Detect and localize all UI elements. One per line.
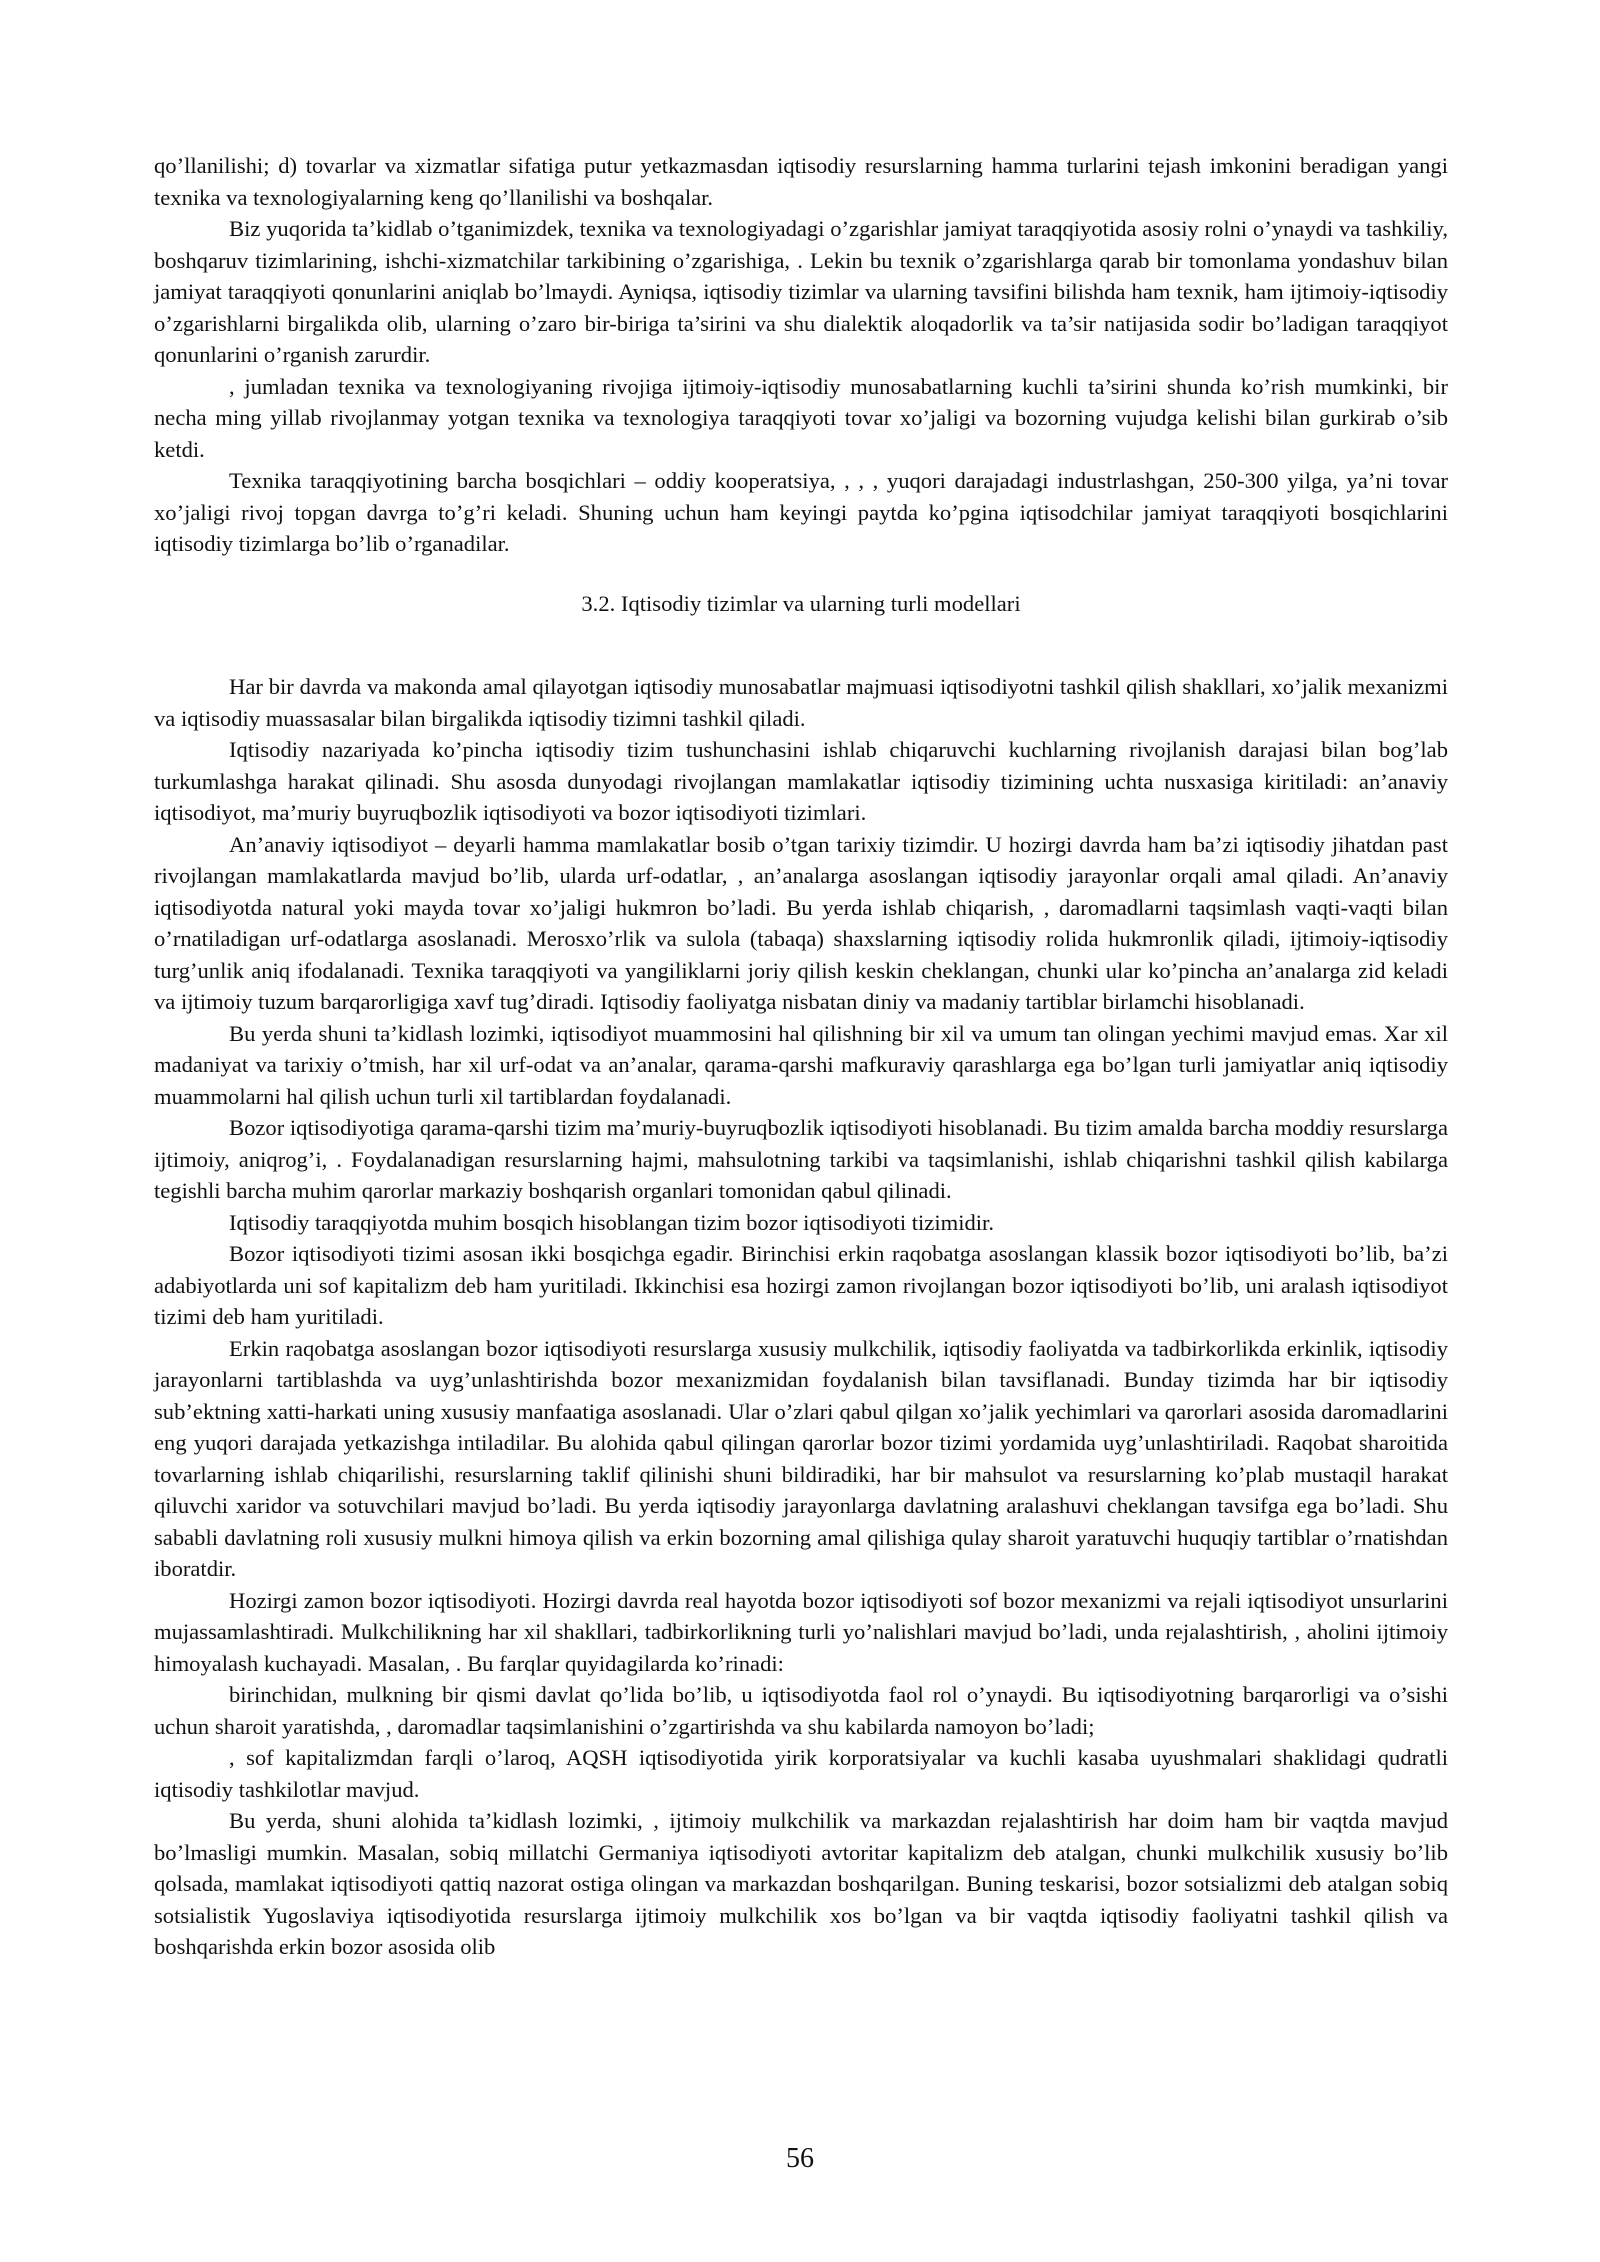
paragraph-14: birinchidan, mulkning bir qismi davlat qo’lida bo’lib, u iqtisodiyotda faol rol o’ynaydi. Bu iqtisodiyotning barqarorligi va o’sishi uchun sharoit yaratishda, , daromadlar taqsimlanishini o’zgartirishda va shu kabilarda namoyon bo’ladi;: [154, 1682, 1448, 1739]
paragraph-15: , sof kapitalizmdan farqli o’laroq, AQSH iqtisodiyotida yirik korporatsiyalar va kuchli kasaba uyushmalari shaklidagi qudratli iqtisodiy tashkilotlar mavjud.: [154, 1745, 1448, 1802]
paragraph-13: Hozirgi zamon bozor iqtisodiyoti. Hozirgi davrda real hayotda bozor iqtisodiyoti sof bozor mexanizmi va rejali iqtisodiyot unsurlarini mujassamlashtiradi. Mulkchilikning har xil shakllari, tadbirkorlikning turli yo’nalishlari mavjud bo’ladi, unda rejalashtirish, , aholini ijtimoiy himoyalash kuchayadi. Masalan, . Bu farqlar quyidagilarda ko’rinadi:: [154, 1587, 1448, 1676]
paragraph-8: Bu yerda shuni ta’kidlash lozimki, iqtisodiyot muammosini hal qilishning bir xil va umum tan olingan yechimi mavjud emas. Xar xil madaniyat va tarixiy o’tmish, har xil urf-odat va an’analar, qarama-qarshi mafkuraviy qarashlarga ega bo’lgan turli jamiyatlar aniq iqtisodiy muammolarni hal qilish uchun turli xil tartiblardan foydalanadi.: [154, 1020, 1448, 1109]
paragraph-7: An’anaviy iqtisodiyot – deyarli hamma mamlakatlar bosib o’tgan tarixiy tizimdir. U hozirgi davrda ham ba’zi iqtisodiy jihatdan past rivojlangan mamlakatlarda mavjud bo’lib, ularda urf-odatlar, , an’analarga asoslangan iqtisodiy jarayonlar orqali amal qiladi. An’anaviy iqtisodiyotda natural yoki mayda tovar xo’jaligi hukmron bo’ladi. Bu yerda ishlab chiqarish, , daromadlarni taqsimlash vaqti-vaqti bilan o’rnatiladigan urf-odatlarga asoslanadi. Merosxo’rlik va sulola (tabaqa) shaxslarning iqtisodiy rolida hukmronlik qiladi, ijtimoiy-iqtisodiy turg’unlik aniq ifodalanadi. Texnika taraqqiyoti va yangiliklarni joriy qilish keskin cheklangan, chunki ular ko’pincha an’analarga zid keladi va ijtimoiy tuzum barqarorligiga xavf tug’diradi. Iqtisodiy faoliyatga nisbatan diniy va madaniy tartiblar birlamchi hisoblanadi.: [154, 831, 1448, 1014]
paragraph-5: Har bir davrda va makonda amal qilayotgan iqtisodiy munosabatlar majmuasi iqtisodiyotni tashkil qilish shakllari, xo’jalik mexanizmi va iqtisodiy muassasalar bilan birgalikda iqtisodiy tizimni tashkil qiladi.: [154, 674, 1448, 731]
paragraph-16: Bu yerda, shuni alohida ta’kidlash lozimki, , ijtimoiy mulkchilik va markazdan rejalashtirish har doim ham bir vaqtda mavjud bo’lmasligi mumkin. Masalan, sobiq millatchi Germaniya iqtisodiyoti avtoritar kapitalizm deb atalgan, chunki mulkchilik xususiy bo’lib qolsada, mamlakat iqtisodiyoti qattiq nazorat ostiga olingan va markazdan boshqarilgan. Buning teskarisi, bozor sotsializmi deb atalgan sobiq sotsialistik Yugoslaviya iqtisodiyotida resurslarga ijtimoiy mulkchilik xos bo’lgan va bir vaqtda iqtisodiy faoliyatni tashkil qilish va boshqarishda erkin bozor asosida olib: [154, 1808, 1448, 1959]
paragraph-12: Erkin raqobatga asoslangan bozor iqtisodiyoti resurslarga xususiy mulkchilik, iqtisodiy faoliyatda va tadbirkorlikda erkinlik, iqtisodiy jarayonlarni tartiblashda va uyg’unlashtirishda bozor mexanizmidan foydalanish bilan tavsiflanadi. Bunday tizimda har bir iqtisodiy sub’ektning xatti-harkati uning xususiy manfaatiga asoslanadi. Ular o’zlari qabul qilgan xo’jalik yechimlari va qarorlari asosida daromadlarini eng yuqori darajada yetkazishga intiladilar. Bu alohida qabul qilingan qarorlar bozor tizimi yordamida uyg’unlashtiriladi. Raqobat sharoitida tovarlarning ishlab chiqarilishi, resurslarning taklif qilinishi shuni bildiradiki, har bir mahsulot va resurslarning ko’plab mustaqil harakat qiluvchi xaridor va sotuvchilari mavjud bo’ladi. Bu yerda iqtisodiy jarayonlarga davlatning aralashuvi cheklangan tavsifga ega bo’ladi. Shu sababli davlatning roli xususiy mulkni himoya qilish va erkin bozorning amal qilishiga qulay sharoit yaratuvchi huquqiy tartiblar o’rnatishdan iboratdir.: [154, 1335, 1448, 1581]
paragraph-3: , jumladan texnika va texnologiyaning rivojiga ijtimoiy-iqtisodiy munosabatlarning kuchli ta’sirini shunda ko’rish mumkinki, bir necha ming yillab rivojlanmay yotgan texnika va texnologiya taraqqiyoti tovar xo’jaligi va bozorning vujudga kelishi bilan gurkirab o’sib ketdi.: [154, 373, 1448, 462]
paragraph-11: Bozor iqtisodiyoti tizimi asosan ikki bosqichga egadir. Birinchisi erkin raqobatga asoslangan klassik bozor iqtisodiyoti bo’lib, ba’zi adabiyotlarda uni sof kapitalizm deb ham yuritiladi. Ikkinchisi esa hozirgi zamon rivojlangan bozor iqtisodiyoti bo’lib, uni aralash iqtisodiyot tizimi deb ham yuritiladi.: [154, 1241, 1448, 1329]
paragraph-4: Texnika taraqqiyotining barcha bosqichlari – oddiy kooperatsiya, , , , yuqori darajadagi industrlashgan, 250-300 yilga, ya’ni tovar xo’jaligi rivoj topgan davrga to’g’ri keladi. Shuning uchun ham keyingi paytda ko’pgina iqtisodchilar jamiyat taraqqiyoti bosqichlarini iqtisodiy tizimlarga bo’lib o’rganadilar.: [154, 468, 1448, 556]
paragraph-6: Iqtisodiy nazariyada ko’pincha iqtisodiy tizim tushunchasini ishlab chiqaruvchi kuchlarning rivojlanish darajasi bilan bog’lab turkumlashga harakat qilinadi. Shu asosda dunyodagi rivojlangan mamlakatlar iqtisodiy tizimining uchta nusxasiga kiritiladi: an’anaviy iqtisodiyot, ma’muriy buyruqbozlik iqtisodiyoti va bozor iqtisodiyoti tizimlari.: [154, 737, 1448, 825]
page-body: [154, 150, 1448, 1963]
section-heading: 3.2. Iqtisodiy tizimlar va ularning turli modellari: [581, 590, 1021, 616]
paragraph-10: Iqtisodiy taraqqiyotda muhim bosqich hisoblangan tizim bozor iqtisodiyoti tizimidir.: [229, 1209, 994, 1235]
paragraph-2: Biz yuqorida ta’kidlab o’tganimizdek, texnika va texnologiyadagi o’zgarishlar jamiyat taraqqiyotida asosiy rolni o’ynaydi va tashkiliy, boshqaruv tizimlarining, ishchi-xizmatchilar tarkibining o’zgarishiga, . Lekin bu texnik o’zgarishlarga qarab bir tomonlama yondashuv bilan jamiyat taraqqiyoti qonunlarini aniqlab bo’lmaydi. Ayniqsa, iqtisodiy tizimlar va ularning tavsifini bilishda ham texnik, ham ijtimoiy-iqtisodiy o’zgarishlarni birgalikda olib, ularning o’zaro bir-biriga ta’sirini va shu dialektik aloqadorlik va ta’sir natijasida sodir bo’ladigan taraqqiyot qonunlarini o’rganish zarurdir.: [154, 216, 1448, 367]
paragraph-9: Bozor iqtisodiyotiga qarama-qarshi tizim ma’muriy-buyruqbozlik iqtisodiyoti hisoblanadi. Bu tizim amalda barcha moddiy resurslarga ijtimoiy, aniqrog’i, . Foydalanadigan resurslarning hajmi, mahsulotning tarkibi va taqsimlanishi, ishlab chiqarishni tashkil qilish kabilarga tegishli barcha muhim qarorlar markaziy boshqarish organlari tomonidan qabul qilinadi.: [154, 1115, 1448, 1203]
page-number: 56: [786, 2143, 814, 2174]
paragraph-1: qo’llanilishi; d) tovarlar va xizmatlar sifatiga putur yetkazmasdan iqtisodiy resurslarning hamma turlarini tejash imkonini beradigan yangi texnika va texnologiyalarning keng qo’llanilishi va boshqalar.: [154, 153, 1448, 210]
